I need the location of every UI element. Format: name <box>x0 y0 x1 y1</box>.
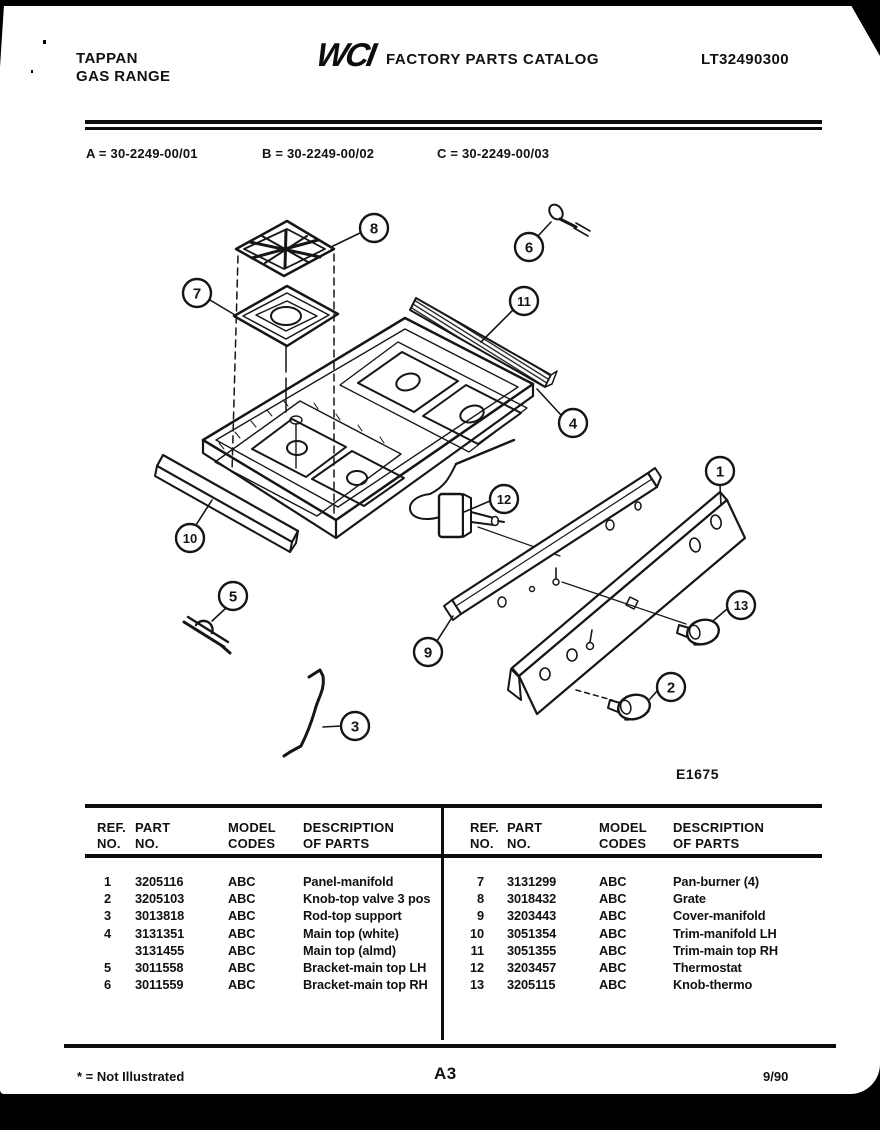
brand-block <box>76 50 170 86</box>
part-desc: Thermostat <box>673 960 742 976</box>
part-desc: Knob-top valve 3 pos <box>303 891 431 907</box>
table-rule-bottom <box>64 1044 836 1048</box>
grate-part <box>236 221 334 276</box>
ref-no: 13 <box>469 977 484 993</box>
projection-line <box>232 256 238 472</box>
part-no: 3205115 <box>507 977 556 993</box>
part-desc: Pan-burner (4) <box>673 874 760 889</box>
ref-no <box>97 942 135 959</box>
part-desc: Rod-top support <box>303 908 402 924</box>
wci-logo: WCI <box>313 36 378 73</box>
model-codes: ABC <box>228 977 256 993</box>
scan-speck <box>43 40 46 44</box>
document-number: LT32490300 <box>701 51 789 68</box>
part-desc: Main top (white) <box>303 925 399 941</box>
brand-product: GAS RANGE <box>76 68 171 85</box>
ref-no: 1 <box>103 874 111 889</box>
catalog-title: FACTORY PARTS CATALOG <box>386 51 600 68</box>
model-codes: ABC <box>599 925 627 941</box>
burner-bowl-part <box>234 286 338 412</box>
ref-no: 7 <box>476 874 484 889</box>
scan-edge-top <box>0 0 880 6</box>
model-code-b: B = 30-2249-00/02 <box>262 146 375 161</box>
col-header-model: MODEL CODES <box>599 820 647 851</box>
callout-3 <box>341 712 369 740</box>
part-no: 3013818 <box>135 908 185 924</box>
col-header-part: PART NO. <box>135 820 171 851</box>
ref-no: 10 <box>469 925 484 941</box>
model-codes: ABC <box>599 908 627 924</box>
part-no: 3203443 <box>507 908 557 924</box>
rod-support-part <box>284 670 323 756</box>
table-rule-top <box>85 804 822 808</box>
callout-5 <box>219 582 247 610</box>
svg-text:7: 7 <box>192 285 202 303</box>
knob-valve-part <box>608 691 653 722</box>
parts-table-header-left <box>97 820 394 852</box>
model-code-a: A = 30-2249-00/01 <box>86 146 198 161</box>
ref-no: 5 <box>103 960 111 976</box>
part-no: 3011558 <box>135 960 184 976</box>
model-codes: ABC <box>228 908 256 924</box>
header-rule-thin <box>85 127 822 130</box>
footer-page-number: A3 <box>434 1064 457 1083</box>
svg-text:10: 10 <box>182 531 198 546</box>
model-codes: ABC <box>599 874 627 889</box>
svg-text:3: 3 <box>350 718 360 736</box>
part-no: 3051354 <box>507 925 557 941</box>
ref-no: 12 <box>469 960 484 976</box>
part-no: 3205103 <box>135 891 185 907</box>
callout-7 <box>183 279 211 307</box>
model-codes: ABC <box>599 891 627 907</box>
ref-no: 6 <box>103 977 111 993</box>
part-no: 3205116 <box>135 874 184 889</box>
col-header-ref: REF. NO. <box>97 820 126 851</box>
col-header-desc: DESCRIPTION OF PARTS <box>303 820 395 851</box>
exploded-parts-diagram <box>0 170 880 805</box>
figure-code: E1675 <box>676 766 719 782</box>
ref-no: 8 <box>476 891 484 907</box>
part-desc: Main top (almd) <box>303 942 397 958</box>
ref-no: 9 <box>476 908 484 924</box>
model-codes: ABC <box>228 891 256 907</box>
part-desc: Panel-manifold <box>303 874 394 889</box>
part-no: 3131351 <box>135 925 185 941</box>
brand-name: TAPPAN <box>76 50 138 67</box>
part-no: 3051355 <box>507 942 557 958</box>
svg-text:11: 11 <box>517 294 531 309</box>
header-rule-thick <box>85 120 822 124</box>
part-desc: Bracket-main top LH <box>303 960 427 976</box>
callout-12 <box>490 485 518 513</box>
svg-text:1: 1 <box>715 463 725 481</box>
callout-11 <box>510 287 538 315</box>
parts-table-right <box>461 873 823 993</box>
part-desc: Grate <box>673 891 706 907</box>
svg-text:6: 6 <box>524 239 534 257</box>
part-no: 3131299 <box>507 874 557 889</box>
part-desc: Trim-main top RH <box>673 942 779 958</box>
bracket-part <box>184 617 230 653</box>
callout-2 <box>657 673 685 701</box>
scan-corner-wedge <box>848 0 880 56</box>
model-code-c: C = 30-2249-00/03 <box>437 146 550 161</box>
ref-no: 11 <box>470 942 484 958</box>
valve-key-part <box>546 202 590 236</box>
callout-10 <box>176 524 204 552</box>
ref-no: 2 <box>103 891 111 907</box>
part-no: 3203457 <box>507 960 557 976</box>
ref-no: 4 <box>103 925 111 941</box>
model-codes: ABC <box>228 942 256 958</box>
model-codes: ABC <box>599 960 627 976</box>
footer-date: 9/90 <box>763 1069 789 1084</box>
model-codes: ABC <box>599 977 627 993</box>
callout-6 <box>515 233 543 261</box>
svg-text:9: 9 <box>423 644 433 662</box>
parts-table-header-right <box>470 820 764 852</box>
part-no: 3131455 <box>135 942 185 958</box>
callout-13 <box>727 591 755 619</box>
part-desc: Cover-manifold <box>673 908 766 924</box>
model-codes: ABC <box>228 874 256 889</box>
ref-no: 3 <box>103 908 111 924</box>
svg-text:8: 8 <box>369 220 379 238</box>
panel-manifold-part <box>508 492 745 714</box>
part-desc: Knob-thermo <box>673 977 753 993</box>
callout-1 <box>706 457 734 485</box>
footer-note: * = Not Illustrated <box>77 1069 185 1084</box>
col-header-desc: DESCRIPTION OF PARTS <box>673 820 765 851</box>
svg-text:2: 2 <box>666 679 676 697</box>
model-codes: ABC <box>228 960 256 976</box>
svg-text:4: 4 <box>568 415 578 433</box>
scan-speck <box>31 70 33 73</box>
svg-text:12: 12 <box>496 492 512 507</box>
part-no: 3018432 <box>507 891 557 907</box>
parts-table-left <box>97 873 437 993</box>
col-header-ref: REF. NO. <box>470 820 499 851</box>
thermostat-part <box>410 440 560 556</box>
part-desc: Bracket-main top RH <box>303 977 428 993</box>
table-divider-vertical <box>441 804 444 1040</box>
callout-4 <box>559 409 587 437</box>
table-rule-header <box>85 854 822 858</box>
knob-thermo-part <box>677 616 722 647</box>
callout-9 <box>414 638 442 666</box>
scan-edge-bottom <box>0 1094 880 1130</box>
callout-8 <box>360 214 388 242</box>
model-codes: ABC <box>599 942 627 958</box>
part-desc: Trim-manifold LH <box>673 925 777 941</box>
svg-text:13: 13 <box>733 598 749 613</box>
part-no: 3011559 <box>135 977 184 993</box>
col-header-part: PART NO. <box>507 820 543 851</box>
svg-text:5: 5 <box>228 588 238 606</box>
model-codes: ABC <box>228 925 256 941</box>
col-header-model: MODEL CODES <box>228 820 276 851</box>
